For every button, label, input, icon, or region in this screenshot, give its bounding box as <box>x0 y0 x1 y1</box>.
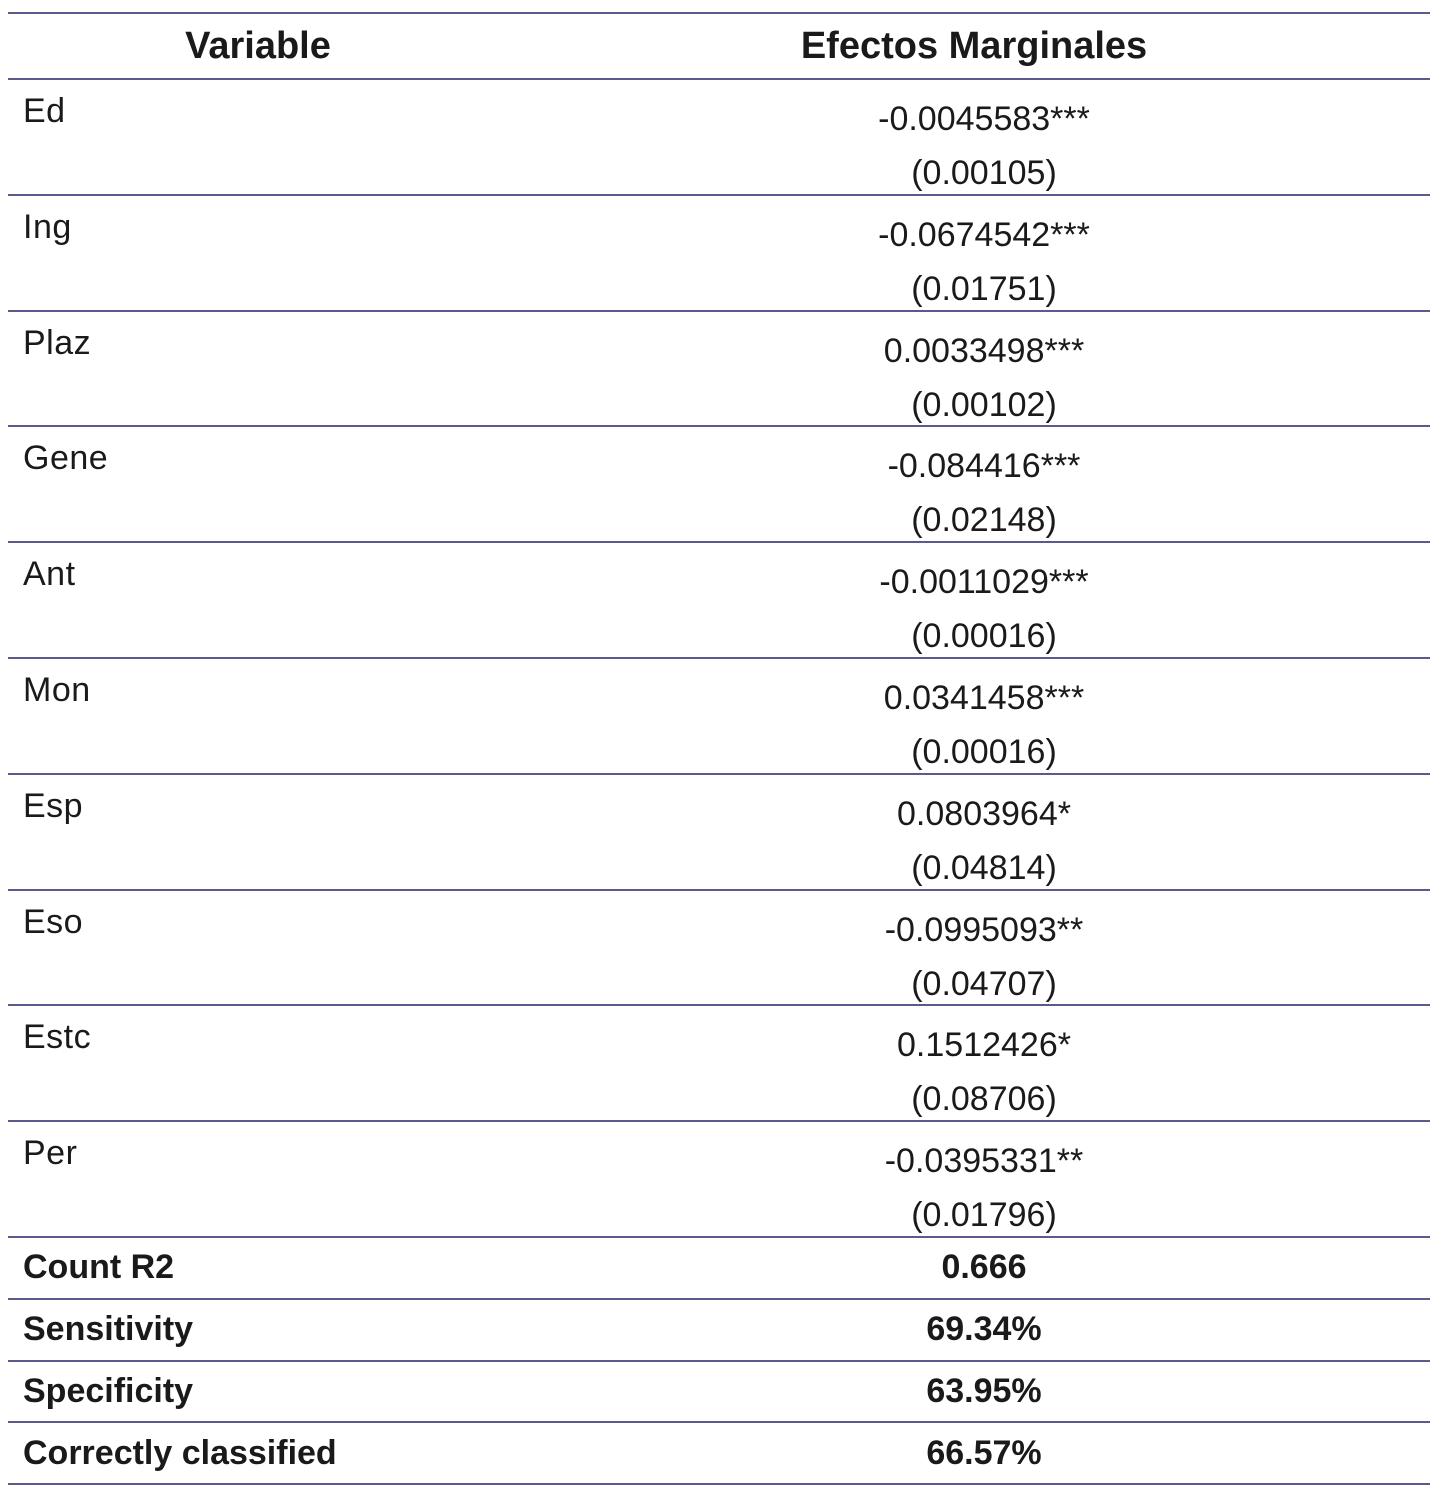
header-variable: Variable <box>185 24 331 67</box>
variable-name: Gene <box>23 439 109 478</box>
effect-cell <box>508 80 1430 194</box>
table-row <box>8 427 1430 543</box>
stat-value: 0.666 <box>941 1248 1027 1287</box>
variable-name: Plaz <box>23 323 92 362</box>
coefficient: -0.0045583*** <box>878 100 1090 138</box>
coefficient: -0.0995093** <box>884 910 1084 949</box>
stat-label: Sensitivity <box>23 1310 194 1349</box>
variable-name: Esp <box>23 786 84 825</box>
table-row <box>8 543 1430 659</box>
effect-cell <box>508 312 1430 426</box>
table-row <box>8 775 1430 891</box>
effect-cell <box>508 427 1430 541</box>
standard-error: (0.01751) <box>911 269 1057 308</box>
variable-name: Estc <box>23 1018 92 1057</box>
table-row <box>8 659 1430 775</box>
standard-error: (0.00016) <box>911 617 1057 656</box>
stat-row-specificity <box>8 1362 1430 1424</box>
stat-row-sensitivity <box>8 1300 1430 1362</box>
coefficient: -0.084416*** <box>887 447 1081 486</box>
effect-cell <box>508 196 1430 310</box>
standard-error: (0.04707) <box>911 964 1057 1003</box>
variable-name: Per <box>23 1134 78 1173</box>
stat-row-count-r2 <box>8 1238 1430 1300</box>
coefficient: 0.0033498*** <box>883 331 1085 370</box>
header-marginal-effects: Efectos Marginales <box>800 24 1148 67</box>
effect-cell <box>508 543 1430 657</box>
table-row <box>8 1006 1430 1122</box>
effect-cell <box>508 1122 1430 1236</box>
effect-cell <box>508 1006 1430 1120</box>
stat-value: 69.34% <box>926 1310 1042 1349</box>
variable-name: Eso <box>23 902 84 941</box>
coefficient: -0.0674542*** <box>878 215 1090 254</box>
table-row <box>8 80 1430 196</box>
table-row <box>8 891 1430 1007</box>
stat-value: 66.57% <box>926 1433 1042 1472</box>
standard-error: (0.08706) <box>911 1080 1057 1119</box>
variable-name: Mon <box>23 670 91 709</box>
stat-label: Count R2 <box>23 1248 175 1287</box>
coefficient: 0.0803964* <box>897 794 1071 833</box>
table-row <box>8 1122 1430 1238</box>
coefficient: -0.0011029*** <box>879 563 1089 602</box>
table-header-row <box>8 14 1430 80</box>
variable-name: Ing <box>23 207 72 246</box>
coefficient: -0.0395331** <box>884 1142 1084 1181</box>
coefficient: 0.1512426* <box>897 1026 1071 1065</box>
effect-cell <box>508 891 1430 1005</box>
coefficient: 0.0341458*** <box>883 678 1085 717</box>
table-row <box>8 312 1430 428</box>
standard-error: (0.00102) <box>911 385 1057 424</box>
variable-name: Ed <box>23 92 66 130</box>
standard-error: (0.00105) <box>911 154 1057 192</box>
marginal-effects-table <box>8 12 1430 1485</box>
table-row <box>8 196 1430 312</box>
standard-error: (0.04814) <box>911 848 1057 887</box>
stat-label: Specificity <box>23 1371 194 1410</box>
stat-value: 63.95% <box>926 1371 1042 1410</box>
variable-name: Ant <box>23 555 76 594</box>
stat-label: Correctly classified <box>23 1433 337 1472</box>
effect-cell <box>508 659 1430 773</box>
standard-error: (0.01796) <box>911 1196 1057 1235</box>
standard-error: (0.00016) <box>911 732 1057 771</box>
standard-error: (0.02148) <box>911 501 1057 540</box>
effect-cell <box>508 775 1430 889</box>
stat-row-correctly-classified <box>8 1423 1430 1485</box>
